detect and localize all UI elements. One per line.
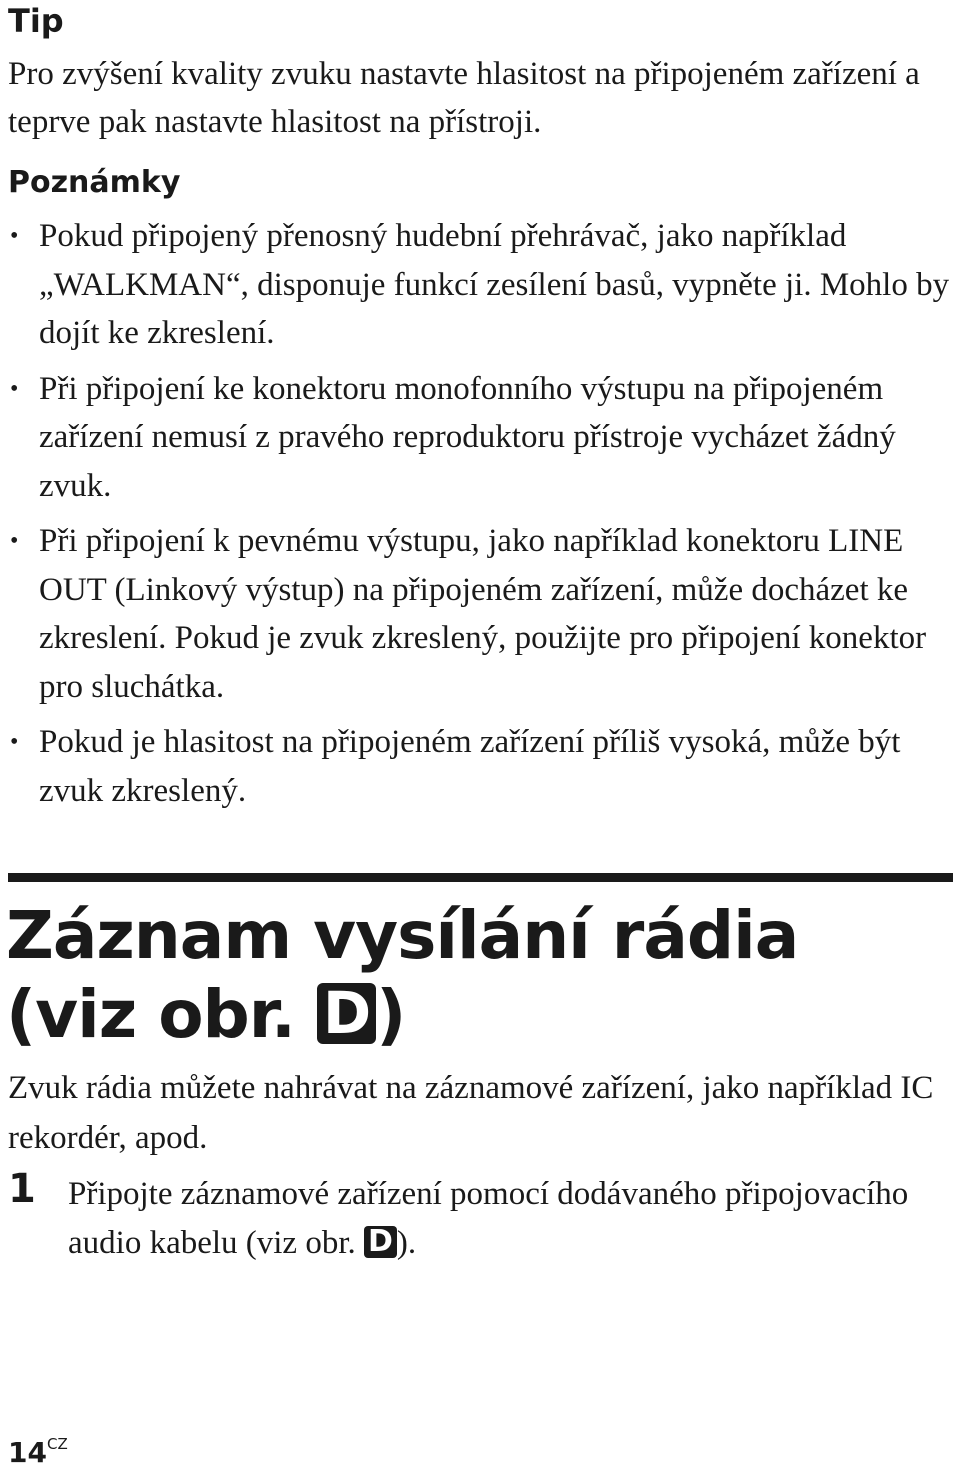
list-item: [8, 365, 953, 511]
section-title: [6, 896, 956, 1054]
section-title-ref-suffix: ): [376, 976, 406, 1053]
notes-list: [8, 212, 953, 822]
page-number: [8, 1435, 68, 1469]
section-title-ref-prefix: (viz obr.: [6, 976, 295, 1053]
page-region-code: CZ: [46, 1435, 68, 1453]
bullet-icon: •: [10, 375, 19, 402]
note-text: Při připojení k pevnému výstupu, jako například konektoru LINE OUT (Linkový výstup) na připojeném zařízení, může docházet ke zkreslení. Pokud je zvuk zkreslený, použijte pro připojení konektor pro sluchátka.: [39, 523, 927, 705]
note-text: Pokud připojený přenosný hudební přehrávač, jako například „WALKMAN“, disponuje funkcí zesílení basů, vypněte ji. Mohlo by dojít ke zkreslení.: [39, 218, 950, 351]
tip-heading: Tip: [8, 2, 64, 40]
step-text-suffix: ).: [396, 1225, 417, 1261]
section-title-line1: Záznam vysílání rádia: [6, 897, 799, 974]
figure-d-label: D: [364, 1226, 397, 1258]
list-item: [8, 718, 953, 815]
figure-d-label: D: [317, 983, 376, 1044]
step-text: [68, 1170, 953, 1268]
list-item: [8, 517, 953, 711]
section-divider: [8, 873, 953, 882]
bullet-icon: •: [10, 223, 19, 249]
notes-heading: Poznámky: [8, 165, 181, 200]
section-intro: Zvuk rádia můžete nahrávat na záznamové zařízení, jako například IC rekordér, apod.: [8, 1070, 934, 1156]
bullet-icon: •: [10, 528, 19, 554]
note-text: Pokud je hlasitost na připojeném zařízení příliš vysoká, může být zvuk zkreslený.: [39, 724, 901, 809]
note-text: Při připojení ke konektoru monofonního výstupu na připojeném zařízení nemusí z pravého reproduktoru přístroje vycházet žádný zvuk.: [39, 370, 896, 504]
page-number-value: 14: [8, 1436, 47, 1469]
list-item: [8, 212, 953, 358]
step-number: 1: [8, 1166, 36, 1212]
step-text-main: Připojte záznamové zařízení pomocí dodávaného připojovacího audio kabelu (viz obr.: [68, 1176, 909, 1261]
tip-text: Pro zvýšení kvality zvuku nastavte hlasitost na připojeném zařízení a teprve pak nastavte hlasitost na přístroji.: [8, 56, 920, 140]
bullet-icon: •: [10, 729, 19, 755]
